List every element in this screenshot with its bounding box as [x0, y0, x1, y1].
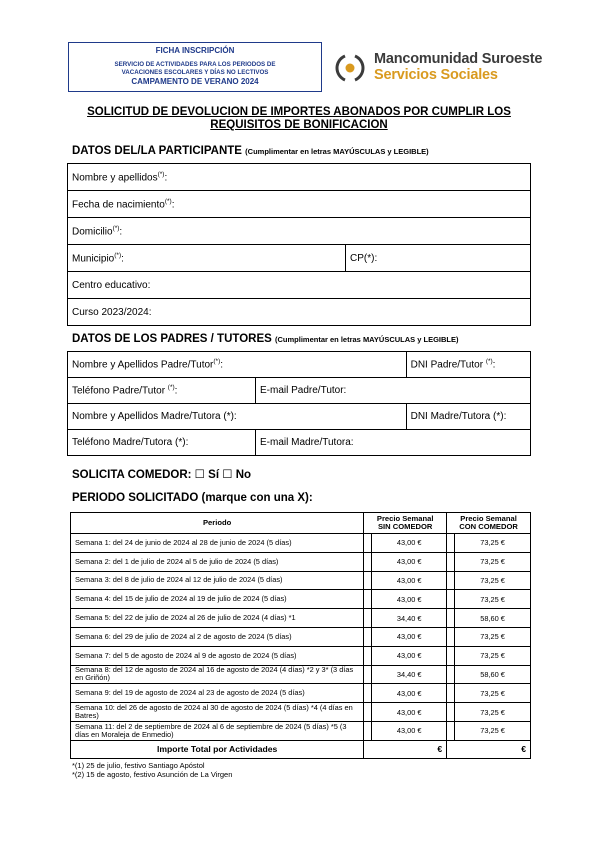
period-price-sin-comedor: 43,00 €	[372, 703, 447, 722]
col-sin-comedor: Precio Semanal SIN COMEDOR	[364, 513, 447, 534]
padres-heading	[72, 333, 459, 345]
period-check-sin-comedor[interactable]	[364, 665, 372, 684]
period-label: Semana 7: del 5 de agosto de 2024 al 9 de agosto de 2024 (5 días)	[71, 646, 364, 665]
period-row	[71, 665, 531, 684]
period-check-sin-comedor[interactable]	[364, 684, 372, 703]
period-check-sin-comedor[interactable]	[364, 721, 372, 740]
period-check-con-comedor[interactable]	[447, 571, 455, 590]
field-domicilio[interactable]: Domicilio(*):	[68, 218, 531, 245]
field-nombre-madre[interactable]: Nombre y Apellidos Madre/Tutora (*):	[68, 404, 407, 430]
total-sin-comedor[interactable]: €	[364, 740, 447, 758]
period-label: Semana 9: del 19 de agosto de 2024 al 23 de agosto de 2024 (5 días)	[71, 684, 364, 703]
field-email-padre[interactable]: E-mail Padre/Tutor:	[256, 378, 531, 404]
periodo-heading: PERIODO SOLICITADO (marque con una X):	[72, 492, 313, 504]
period-check-con-comedor[interactable]	[447, 646, 455, 665]
participante-table	[67, 163, 531, 326]
period-row	[71, 684, 531, 703]
padres-heading-text: DATOS DE LOS PADRES / TUTORES	[72, 333, 272, 345]
field-dni-madre[interactable]: DNI Madre/Tutora (*):	[406, 404, 530, 430]
period-check-sin-comedor[interactable]	[364, 703, 372, 722]
padres-note: (Cumplimentar en letras MAYÚSCULAS y LEGIBLE)	[275, 335, 459, 344]
logo-name-line-1: Mancomunidad Suroeste	[374, 51, 543, 67]
page-title: SOLICITUD DE DEVOLUCION DE IMPORTES ABONADOS POR CUMPLIR LOS REQUISITOS DE BONIFICACION	[87, 106, 511, 131]
period-check-sin-comedor[interactable]	[364, 646, 372, 665]
field-municipio[interactable]: Municipio(*):	[68, 245, 346, 272]
period-row	[71, 703, 531, 722]
period-price-sin-comedor: 34,40 €	[372, 665, 447, 684]
period-price-sin-comedor: 43,00 €	[372, 552, 447, 571]
period-label: Semana 5: del 22 de julio de 2024 al 26 de julio de 2024 (4 días) *1	[71, 609, 364, 628]
period-check-sin-comedor[interactable]	[364, 609, 372, 628]
period-check-con-comedor[interactable]	[447, 703, 455, 722]
period-price-con-comedor: 73,25 €	[455, 627, 531, 646]
col-periodo: Periodo	[71, 513, 364, 534]
period-price-con-comedor: 73,25 €	[455, 571, 531, 590]
period-price-sin-comedor: 43,00 €	[372, 684, 447, 703]
footnote-2: *(2) 15 de agosto, festivo Asunción de La Virgen	[72, 770, 233, 779]
field-nombre-padre[interactable]: Nombre y Apellidos Padre/Tutor(*):	[68, 352, 407, 378]
period-row	[71, 721, 531, 740]
campamento-title: CAMPAMENTO DE VERANO 2024	[131, 77, 259, 86]
field-cp[interactable]: CP(*):	[346, 245, 531, 272]
period-price-sin-comedor: 43,00 €	[372, 721, 447, 740]
comedor-question[interactable]: SOLICITA COMEDOR: ☐ Sí ☐ No	[72, 469, 252, 481]
period-check-sin-comedor[interactable]	[364, 590, 372, 609]
period-price-sin-comedor: 43,00 €	[372, 646, 447, 665]
period-price-con-comedor: 73,25 €	[455, 534, 531, 553]
period-check-sin-comedor[interactable]	[364, 552, 372, 571]
col-con-comedor: Precio Semanal CON COMEDOR	[447, 513, 531, 534]
period-check-con-comedor[interactable]	[447, 627, 455, 646]
period-label: Semana 8: del 12 de agosto de 2024 al 16 de agosto de 2024 (4 días) *2 y 3* (3 días en Griñón)	[71, 665, 364, 684]
total-con-comedor[interactable]: €	[447, 740, 531, 758]
field-tel-padre[interactable]: Teléfono Padre/Tutor (*):	[68, 378, 256, 404]
field-nombre[interactable]: Nombre y apellidos(*):	[68, 164, 531, 191]
field-centro[interactable]: Centro educativo:	[68, 272, 531, 299]
participante-note: (Cumplimentar en letras MAYÚSCULAS y LEGIBLE)	[245, 147, 429, 156]
field-tel-madre[interactable]: Teléfono Madre/Tutora (*):	[68, 430, 256, 456]
servicio-line-1: SERVICIO DE ACTIVIDADES PARA LOS PERIODOS DE	[114, 61, 276, 68]
total-label: Importe Total por Actividades	[71, 740, 364, 758]
period-check-sin-comedor[interactable]	[364, 571, 372, 590]
logo-ring-icon	[334, 52, 366, 84]
mancomunidad-logo	[334, 46, 544, 88]
period-label: Semana 3: del 8 de julio de 2024 al 12 de julio de 2024 (5 días)	[71, 571, 364, 590]
period-label: Semana 1: del 24 de junio de 2024 al 28 de junio de 2024 (5 días)	[71, 534, 364, 553]
period-label: Semana 6: del 29 de julio de 2024 al 2 de agosto de 2024 (5 días)	[71, 627, 364, 646]
period-check-sin-comedor[interactable]	[364, 534, 372, 553]
ficha-title: FICHA INSCRIPCIÓN	[155, 46, 235, 55]
padres-table	[67, 351, 531, 456]
period-row	[71, 627, 531, 646]
field-nacimiento[interactable]: Fecha de nacimiento(*):	[68, 191, 531, 218]
period-price-con-comedor: 58,60 €	[455, 609, 531, 628]
total-row	[71, 740, 531, 758]
period-price-sin-comedor: 34,40 €	[372, 609, 447, 628]
period-label: Semana 2: del 1 de julio de 2024 al 5 de julio de 2024 (5 días)	[71, 552, 364, 571]
period-price-sin-comedor: 43,00 €	[372, 590, 447, 609]
participante-heading	[72, 145, 429, 157]
period-check-con-comedor[interactable]	[447, 684, 455, 703]
period-label: Semana 11: del 2 de septiembre de 2024 al 6 de septiembre de 2024 (5 días) *5 (3 días en Moraleja de Enmedio)	[71, 721, 364, 740]
period-check-con-comedor[interactable]	[447, 665, 455, 684]
period-price-con-comedor: 73,25 €	[455, 703, 531, 722]
period-check-con-comedor[interactable]	[447, 552, 455, 571]
period-price-con-comedor: 58,60 €	[455, 665, 531, 684]
logo-name-line-2: Servicios Sociales	[374, 67, 498, 83]
period-price-con-comedor: 73,25 €	[455, 646, 531, 665]
period-price-sin-comedor: 43,00 €	[372, 571, 447, 590]
period-price-sin-comedor: 43,00 €	[372, 627, 447, 646]
period-price-con-comedor: 73,25 €	[455, 552, 531, 571]
periodo-table	[70, 512, 531, 759]
period-row	[71, 609, 531, 628]
period-price-con-comedor: 73,25 €	[455, 590, 531, 609]
period-price-con-comedor: 73,25 €	[455, 721, 531, 740]
period-row	[71, 552, 531, 571]
period-check-con-comedor[interactable]	[447, 590, 455, 609]
period-label: Semana 4: del 15 de julio de 2024 al 19 de julio de 2024 (5 días)	[71, 590, 364, 609]
header-box	[68, 42, 322, 92]
field-dni-padre[interactable]: DNI Padre/Tutor (*):	[406, 352, 530, 378]
period-check-con-comedor[interactable]	[447, 609, 455, 628]
period-row	[71, 590, 531, 609]
participante-heading-text: DATOS DEL/LA PARTICIPANTE	[72, 145, 242, 157]
period-row	[71, 571, 531, 590]
field-email-madre[interactable]: E-mail Madre/Tutora:	[256, 430, 531, 456]
footnote-1: *(1) 25 de julio, festivo Santiago Apóstol	[72, 761, 205, 770]
period-price-sin-comedor: 43,00 €	[372, 534, 447, 553]
servicio-line-2: VACACIONES ESCOLARES Y DÍAS NO LECTIVOS	[121, 68, 269, 76]
period-label: Semana 10: del 26 de agosto de 2024 al 30 de agosto de 2024 (5 días) *4 (4 días en Batres)	[71, 703, 364, 722]
period-check-con-comedor[interactable]	[447, 721, 455, 740]
field-curso[interactable]: Curso 2023/2024:	[68, 299, 531, 326]
period-row	[71, 534, 531, 553]
period-check-sin-comedor[interactable]	[364, 627, 372, 646]
period-row	[71, 646, 531, 665]
footnotes	[72, 761, 232, 779]
period-check-con-comedor[interactable]	[447, 534, 455, 553]
period-price-con-comedor: 73,25 €	[455, 684, 531, 703]
